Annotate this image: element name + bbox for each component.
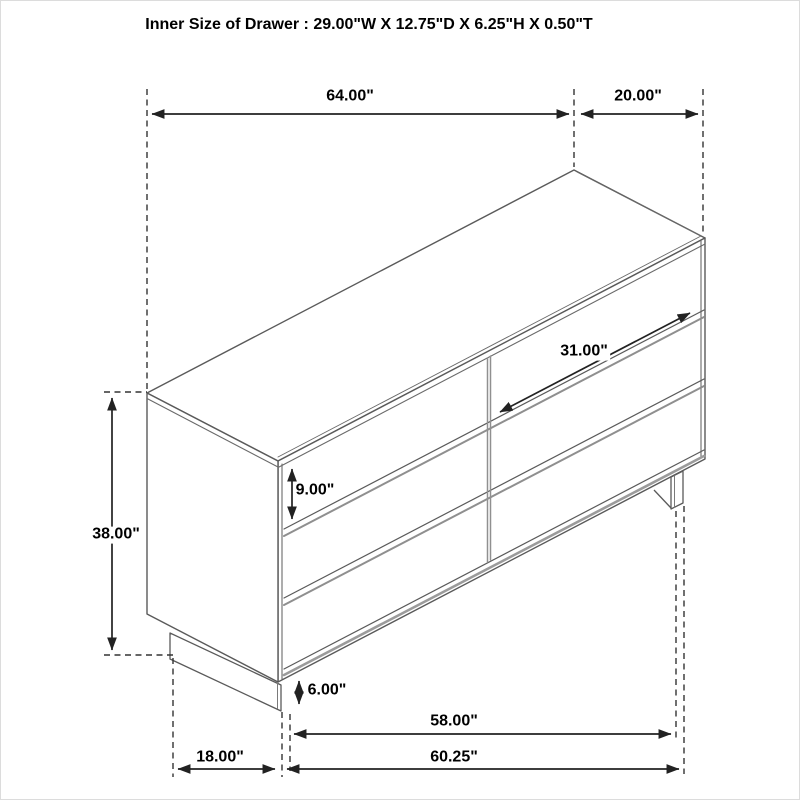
dim-base-side-inset-label: 18.00" <box>196 748 244 766</box>
right-leg-front <box>671 471 683 509</box>
dim-base-width-label: 58.00" <box>430 712 478 730</box>
diagram-title: Inner Size of Drawer : 29.00"W X 12.75"D X 6.25"H X 0.50"T <box>145 16 593 33</box>
dim-overall-depth-label: 20.00" <box>614 87 662 105</box>
dim-overall-height-label: 38.00" <box>92 525 140 543</box>
dim-overall-width-label: 64.00" <box>326 87 374 105</box>
dim-drawer-width-label: 31.00" <box>560 342 608 360</box>
dim-drawer-front-height-label: 9.00" <box>295 481 335 499</box>
dresser-line-drawing <box>1 1 800 800</box>
dresser-body <box>147 170 705 682</box>
dim-leg-height-label: 6.00" <box>307 681 347 699</box>
dim-floor-width-label: 60.25" <box>430 748 478 766</box>
